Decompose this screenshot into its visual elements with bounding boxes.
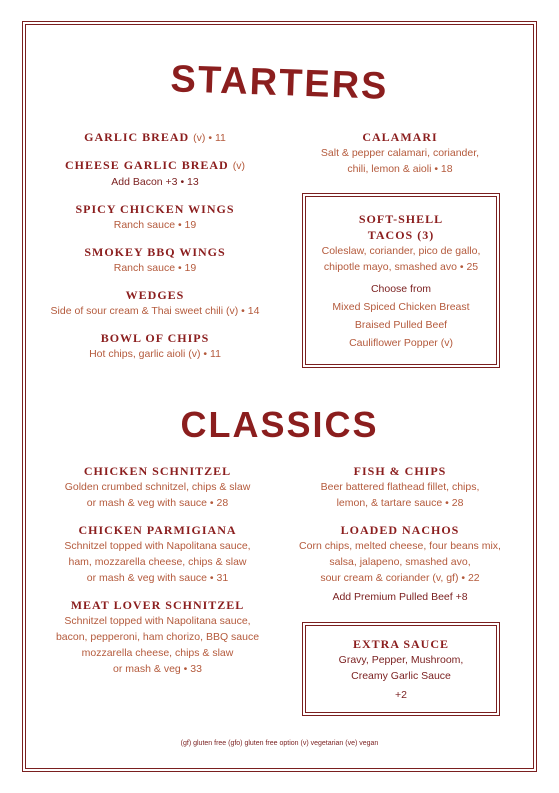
item-tag: (v) bbox=[232, 160, 245, 172]
classics-left-column bbox=[50, 463, 265, 688]
taco-option: Mixed Spiced Chicken Breast bbox=[332, 301, 470, 313]
item-desc-line: sour cream & coriander (v, gf) • 22 bbox=[320, 572, 480, 584]
starters-title: STARTERS bbox=[169, 58, 390, 108]
item-desc-line: Coleslaw, coriander, pico de gallo, bbox=[321, 245, 481, 257]
menu-item-smokey-bbq-wings bbox=[50, 244, 260, 276]
item-desc-line: chili, lemon & aioli • 18 bbox=[347, 163, 453, 175]
item-name: BOWL OF CHIPS bbox=[100, 331, 210, 345]
taco-option: Cauliflower Popper (v) bbox=[349, 337, 453, 349]
item-name: FISH & CHIPS bbox=[353, 464, 447, 478]
taco-option: Braised Pulled Beef bbox=[354, 319, 448, 331]
item-desc-line: chipotle mayo, smashed avo • 25 bbox=[323, 261, 479, 273]
item-desc: Ranch sauce • 19 bbox=[113, 219, 197, 231]
item-tag: (v) bbox=[193, 132, 206, 144]
item-name: WEDGES bbox=[125, 288, 185, 302]
item-name: CHEESE GARLIC BREAD bbox=[65, 158, 229, 172]
item-name-2: TACOS (3) bbox=[367, 228, 435, 242]
menu-item-garlic-bread: GARLIC BREAD (v) • 11 bbox=[84, 130, 226, 144]
item-name: SPICY CHICKEN WINGS bbox=[75, 202, 235, 216]
tacos-box bbox=[302, 193, 500, 368]
menu-item-bowl-of-chips bbox=[50, 330, 260, 362]
menu-item-chicken-schnitzel bbox=[50, 463, 265, 511]
item-name: CALAMARI bbox=[362, 130, 438, 144]
item-name: SMOKEY BBQ WINGS bbox=[84, 245, 226, 259]
item-name: CHICKEN SCHNITZEL bbox=[83, 464, 232, 478]
item-desc-line: mozzarella cheese, chips & slaw bbox=[81, 647, 234, 659]
extra-sauce-box bbox=[302, 622, 500, 716]
item-desc-line: lemon, & tartare sauce • 28 bbox=[336, 497, 464, 509]
menu-item-calamari bbox=[300, 129, 500, 177]
menu-item-spicy-chicken-wings bbox=[50, 201, 260, 233]
starters-left-column bbox=[50, 129, 260, 373]
item-desc: Side of sour cream & Thai sweet chili (v) • 14 bbox=[50, 305, 260, 317]
item-name: LOADED NACHOS bbox=[340, 523, 460, 537]
item-name: MEAT LOVER SCHNITZEL bbox=[70, 598, 245, 612]
menu-item-cheese-garlic-bread bbox=[50, 157, 260, 190]
choose-from-label: Choose from bbox=[370, 283, 432, 295]
classics-title: CLASSICS bbox=[180, 404, 379, 445]
item-desc-line: Corn chips, melted cheese, four beans mix, bbox=[299, 540, 501, 552]
item-desc: Add Bacon +3 • 13 bbox=[111, 176, 199, 188]
item-desc-line: Creamy Garlic Sauce bbox=[351, 670, 451, 682]
item-desc-line: salsa, jalapeno, smashed avo, bbox=[329, 556, 471, 568]
menu-item-fish-and-chips bbox=[295, 463, 505, 511]
menu-item-wedges bbox=[50, 287, 260, 319]
item-desc-line: Gravy, Pepper, Mushroom, bbox=[338, 654, 464, 666]
menu-item-chicken-parmigiana bbox=[50, 522, 265, 586]
item-name: SOFT-SHELL bbox=[358, 212, 444, 226]
menu-item-loaded-nachos bbox=[295, 522, 505, 605]
item-desc-line: Schnitzel topped with Napolitana sauce, bbox=[64, 615, 251, 627]
item-name: CHICKEN PARMIGIANA bbox=[78, 523, 237, 537]
item-desc-line: Beer battered flathead fillet, chips, bbox=[320, 481, 480, 493]
item-desc-line: Salt & pepper calamari, coriander, bbox=[320, 147, 480, 159]
item-desc-line: or mash & veg • 33 bbox=[113, 663, 202, 675]
item-desc: Ranch sauce • 19 bbox=[113, 262, 197, 274]
item-desc-line: Schnitzel topped with Napolitana sauce, bbox=[64, 540, 251, 552]
item-desc-line: bacon, pepperoni, ham chorizo, BBQ sauce bbox=[55, 631, 260, 643]
item-extra: Add Premium Pulled Beef +8 bbox=[332, 591, 468, 603]
classics-right-column bbox=[295, 463, 505, 616]
item-desc: Hot chips, garlic aioli (v) • 11 bbox=[89, 348, 221, 360]
item-price: 11 bbox=[214, 132, 226, 144]
item-name: GARLIC BREAD bbox=[84, 130, 190, 144]
menu-item-meat-lover-schnitzel bbox=[50, 597, 265, 677]
item-desc-line: ham, mozzarella cheese, chips & slaw bbox=[68, 556, 247, 568]
item-name: EXTRA SAUCE bbox=[352, 637, 450, 651]
dietary-legend: (gf) gluten free (gfo) gluten free option (v) vegetarian (ve) vegan bbox=[180, 740, 379, 747]
item-desc-line: Golden crumbed schnitzel, chips & slaw bbox=[64, 481, 251, 493]
item-price: +2 bbox=[395, 689, 407, 701]
item-desc-line: or mash & veg with sauce • 28 bbox=[86, 497, 229, 509]
item-desc-line: or mash & veg with sauce • 31 bbox=[86, 572, 229, 584]
